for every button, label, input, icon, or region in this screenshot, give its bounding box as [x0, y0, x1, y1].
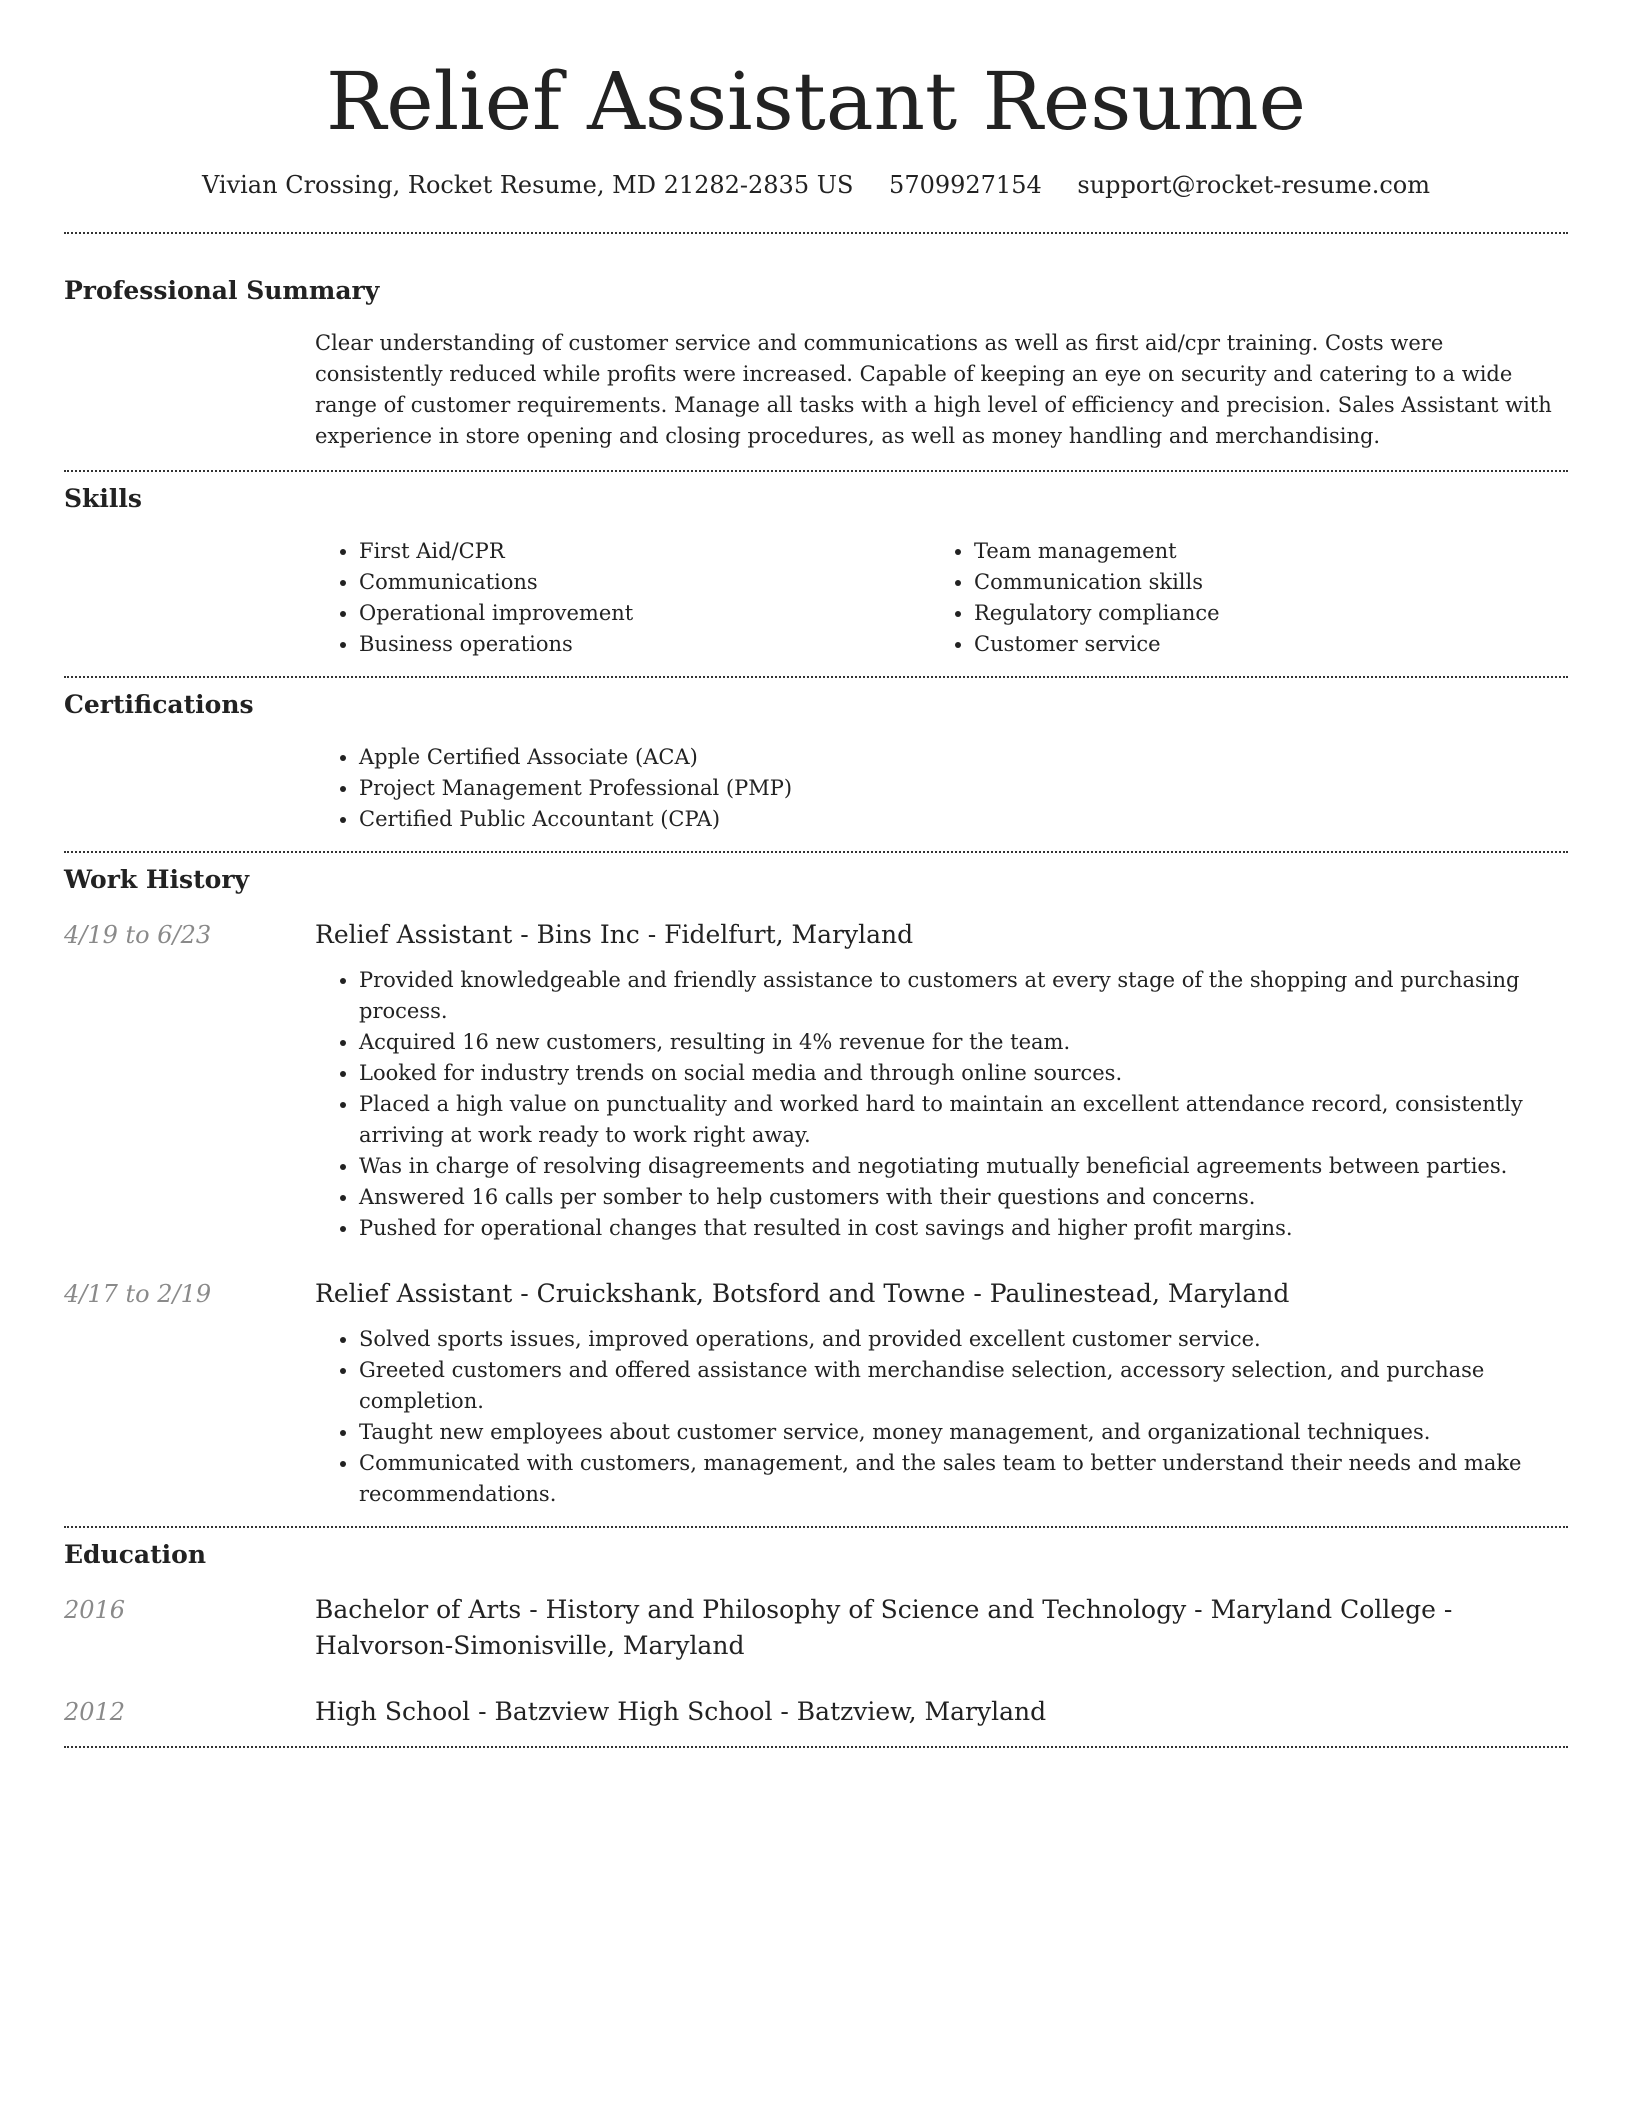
- skill-item: • Regulatory compliance: [974, 598, 1545, 629]
- job-bullets: [315, 965, 1568, 1244]
- job-details: [315, 965, 1568, 1244]
- resume-page: [64, 0, 1568, 1748]
- certification-item: • Project Management Professional (PMP): [359, 773, 1568, 804]
- summary-text: Clear understanding of customer service and communications as well as first aid/cpr training. Costs were consistently reduced while profits were increased. Capable of keeping an eye on security and catering to a wide range of customer requirements. Manage all tasks with a high level of efficiency and precision. Sales Assistant with experience in store opening and closing procedures, as well as money handling and merchandising.: [315, 331, 1552, 448]
- work-history-section: [64, 853, 1568, 1526]
- skill-item: • Communications: [359, 567, 930, 598]
- education-section: [64, 1528, 1568, 1746]
- education-entry: [64, 1694, 1568, 1730]
- education-year: 2012: [64, 1698, 126, 1726]
- job-bullet: • Solved sports issues, improved operations, and provided excellent customer service.: [359, 1324, 1568, 1355]
- job-bullet: • Taught new employees about customer service, money management, and organizational techniques.: [359, 1417, 1568, 1448]
- job-entry: [64, 917, 1568, 953]
- skills-heading: Skills: [64, 484, 142, 513]
- job-bullet: • Was in charge of resolving disagreements and negotiating mutually beneficial agreements between parties.: [359, 1151, 1568, 1182]
- education-year: 2016: [64, 1596, 126, 1624]
- contact-line: [64, 168, 1568, 202]
- certification-item: • Certified Public Accountant (CPA): [359, 804, 1568, 835]
- skills-columns: [315, 536, 1568, 660]
- job-dates: 4/19 to 6/23: [64, 921, 212, 949]
- education-entry: [64, 1592, 1568, 1664]
- job-bullet: • Acquired 16 new customers, resulting in 4% revenue for the team.: [359, 1027, 1568, 1058]
- job-title: Relief Assistant - Cruickshank, Botsford and Towne - Paulinestead, Maryland: [315, 1279, 1290, 1308]
- education-title: Bachelor of Arts - History and Philosophy of Science and Technology - Maryland College - Halvorson-Simonisville, Maryland: [315, 1595, 1453, 1660]
- summary-section: [64, 234, 1568, 470]
- skill-item: • First Aid/CPR: [359, 536, 930, 567]
- job-bullet: • Looked for industry trends on social media and through online sources.: [359, 1058, 1568, 1089]
- skills-list-right: [930, 536, 1545, 660]
- job-bullet: • Pushed for operational changes that resulted in cost savings and higher profit margins.: [359, 1213, 1568, 1244]
- work-history-heading: Work History: [64, 865, 250, 894]
- summary-heading: Professional Summary: [64, 276, 380, 305]
- job-bullet: • Provided knowledgeable and friendly assistance to customers at every stage of the shopping and purchasing process.: [359, 965, 1568, 1027]
- skill-item: • Communication skills: [974, 567, 1545, 598]
- certification-item: • Apple Certified Associate (ACA): [359, 742, 1568, 773]
- certifications-body: [315, 742, 1568, 835]
- skills-section: [64, 472, 1568, 676]
- contact-phone: 5709927154: [889, 171, 1042, 199]
- section-divider: [64, 1746, 1568, 1748]
- job-bullet: • Greeted customers and offered assistance with merchandise selection, accessory selection, and purchase completion.: [359, 1355, 1568, 1417]
- job-bullet: • Answered 16 calls per somber to help customers with their questions and concerns.: [359, 1182, 1568, 1213]
- job-details: [315, 1324, 1568, 1510]
- certifications-section: [64, 678, 1568, 851]
- job-bullet: • Placed a high value on punctuality and worked hard to maintain an excellent attendance record, consistently arriving at work ready to work right away.: [359, 1089, 1568, 1151]
- skill-item: • Customer service: [974, 629, 1545, 660]
- skill-item: • Team management: [974, 536, 1545, 567]
- certifications-list: [315, 742, 1568, 835]
- contact-email: support@rocket-resume.com: [1077, 171, 1431, 199]
- job-title: Relief Assistant - Bins Inc - Fidelfurt, Maryland: [315, 920, 914, 949]
- skill-item: • Business operations: [359, 629, 930, 660]
- contact-address: Vivian Crossing, Rocket Resume, MD 21282-2835 US: [201, 171, 854, 199]
- job-bullet: • Communicated with customers, management, and the sales team to better understand their needs and make recommendations.: [359, 1448, 1568, 1510]
- job-dates: 4/17 to 2/19: [64, 1280, 212, 1308]
- education-title: High School - Batzview High School - Batzview, Maryland: [315, 1697, 1047, 1726]
- job-bullets: [315, 1324, 1568, 1510]
- skills-list-left: [315, 536, 930, 660]
- education-heading: Education: [64, 1540, 207, 1569]
- summary-body: [315, 328, 1568, 452]
- certifications-heading: Certifications: [64, 690, 254, 719]
- page-title: Relief Assistant Resume: [326, 55, 1306, 148]
- skill-item: • Operational improvement: [359, 598, 930, 629]
- job-entry: [64, 1276, 1568, 1312]
